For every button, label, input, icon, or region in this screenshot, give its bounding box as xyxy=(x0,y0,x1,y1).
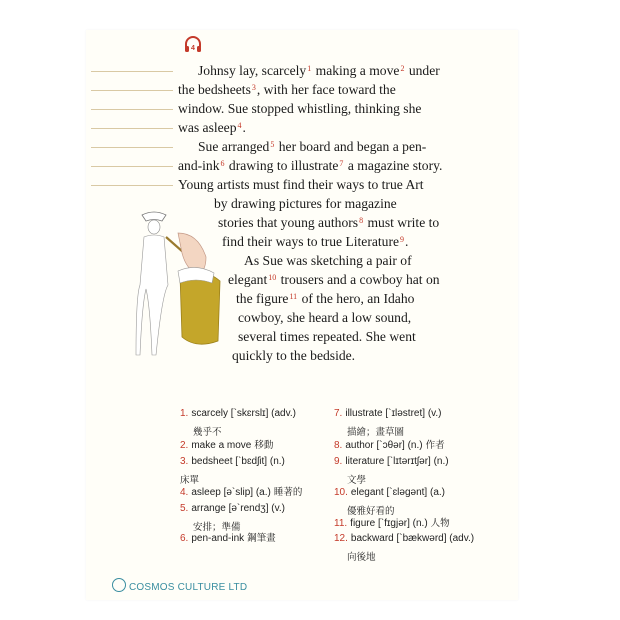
story-line xyxy=(198,138,426,156)
footnote-number: 3 xyxy=(251,83,256,92)
vocab-number: 1. xyxy=(180,408,189,419)
vocab-translation: 幾乎不 xyxy=(193,427,222,438)
publisher-footer xyxy=(112,578,247,593)
vocab-word: figure [`fɪgjər] (n.) xyxy=(350,518,428,529)
vocab-translation: 作者 xyxy=(425,440,445,451)
story-line xyxy=(214,195,397,213)
vocab-item xyxy=(334,455,449,469)
vocab-number: 9. xyxy=(334,456,343,467)
story-line xyxy=(178,157,442,175)
vocab-number: 8. xyxy=(334,440,343,451)
vocab-translation: 床單 xyxy=(180,475,200,486)
vocab-word: author [`ɔθər] (n.) xyxy=(345,440,423,451)
story-line xyxy=(178,81,396,99)
vocab-number: 3. xyxy=(180,456,189,467)
vocab-item xyxy=(180,407,296,421)
footnote-number: 8 xyxy=(359,216,364,225)
story-line xyxy=(228,271,440,289)
vocab-item xyxy=(180,532,276,546)
vocab-translation: 文學 xyxy=(347,475,367,486)
footnote-number: 7 xyxy=(339,159,344,168)
footnote-number: 5 xyxy=(270,140,275,149)
story-text-run: was asleep xyxy=(178,120,237,135)
vocab-word: arrange [ə`rendʒ] (v.) xyxy=(191,503,285,514)
footnote-number: 2 xyxy=(400,64,405,73)
vocab-number: 4. xyxy=(180,487,189,498)
story-text-run: trousers and a cowboy hat on xyxy=(277,272,440,287)
story-text-run: drawing to illustrate xyxy=(225,158,339,173)
vocab-number: 12. xyxy=(334,533,348,544)
vocab-number: 11. xyxy=(334,518,348,529)
footnote-number: 9 xyxy=(400,235,405,244)
footnote-number: 6 xyxy=(220,159,225,168)
story-text-run: a magazine story. xyxy=(344,158,443,173)
vocab-translation: 人物 xyxy=(430,518,450,529)
vocab-item xyxy=(334,439,445,453)
story-text-run: quickly to the bedside. xyxy=(232,348,356,363)
vocab-translation: 安排；準備 xyxy=(193,522,241,533)
vocab-translation: 描繪；畫草圖 xyxy=(347,427,405,438)
vocab-item xyxy=(334,407,442,421)
story-line xyxy=(218,214,439,232)
story-text-run: must write to xyxy=(364,215,440,230)
story-text-run: elegant xyxy=(228,272,268,287)
footnote-number: 4 xyxy=(237,121,242,130)
vocab-translation: 優雅好看的 xyxy=(347,506,395,517)
story-text-run: by drawing pictures for magazine xyxy=(214,196,397,211)
vocab-word: backward [`bækwərd] (adv.) xyxy=(350,533,475,544)
story-text-run: the bedsheets xyxy=(178,82,251,97)
story-line xyxy=(238,309,411,327)
story-text-run: window. Sue stopped whistling, thinking she xyxy=(178,101,422,116)
vocab-item xyxy=(334,486,445,500)
vocab-translation: 睡著的 xyxy=(273,487,303,498)
story-line xyxy=(178,119,246,137)
story-text-run: Young artists must find their ways to true Art xyxy=(178,177,424,192)
story-line xyxy=(198,62,440,80)
vocab-word: make a move xyxy=(191,440,252,451)
track-number: 4 xyxy=(191,45,195,52)
story-text-run: , with her face toward the xyxy=(256,82,396,97)
story-text-run: of the hero, an Idaho xyxy=(298,291,415,306)
vocab-translation: 移動 xyxy=(254,440,274,451)
story-text-run: several times repeated. She went xyxy=(238,329,416,344)
vocab-number: 5. xyxy=(180,503,189,514)
publisher-name: COSMOS CULTURE LTD xyxy=(129,582,248,593)
publisher-logo-icon xyxy=(112,578,126,592)
story-text-run: stories that young authors xyxy=(218,215,359,230)
story-line xyxy=(236,290,414,308)
story-text-run: the figure xyxy=(236,291,289,306)
story-text-run: Sue arranged xyxy=(198,139,270,154)
vocab-word: literature [`lɪtərɪtʃər] (n.) xyxy=(345,456,449,467)
story-text-run: under xyxy=(405,63,440,78)
vocab-word: pen-and-ink xyxy=(191,533,245,544)
story-text-run: Johnsy lay, scarcely xyxy=(198,63,307,78)
vocab-number: 6. xyxy=(180,533,189,544)
vocab-item xyxy=(180,455,285,469)
story-text-run: making a move xyxy=(312,63,400,78)
story-text-run: and-ink xyxy=(178,158,220,173)
story-text-run: find their ways to true Literature xyxy=(222,234,400,249)
vocab-translation: 向後地 xyxy=(347,552,376,563)
story-text-run: . xyxy=(242,120,246,135)
vocab-number: 2. xyxy=(180,440,189,451)
sketch-illustration xyxy=(122,205,222,365)
story-line xyxy=(244,252,412,270)
story-text-run: As Sue was sketching a pair of xyxy=(244,253,412,268)
story-line xyxy=(232,347,355,365)
vocab-number: 7. xyxy=(334,408,343,419)
vocab-word: illustrate [`ɪləstret] (v.) xyxy=(345,408,442,419)
vocab-number: 10. xyxy=(334,487,348,498)
footnote-number: 11 xyxy=(289,292,298,301)
vocab-item xyxy=(334,532,474,546)
vocab-translation: 鋼筆畫 xyxy=(247,533,276,544)
vocab-item xyxy=(180,486,302,500)
story-line xyxy=(238,328,416,346)
vocab-word: bedsheet [`bɛdʃit] (n.) xyxy=(191,456,285,467)
vocab-item xyxy=(180,439,273,453)
story-text-run: . xyxy=(405,234,409,249)
vocab-word: asleep [ə`slip] (a.) xyxy=(191,487,271,498)
vocab-item xyxy=(334,517,450,531)
vocab-word: scarcely [`skɛrslɪ] (adv.) xyxy=(191,408,296,419)
story-line xyxy=(222,233,408,251)
story-text-run: her board and began a pen- xyxy=(275,139,427,154)
footnote-number: 1 xyxy=(307,64,312,73)
story-line xyxy=(178,100,421,118)
vocab-item xyxy=(180,502,285,516)
footnote-number: 10 xyxy=(268,273,277,282)
vocab-word: elegant [`ɛləgənt] (a.) xyxy=(350,487,445,498)
story-line xyxy=(178,176,424,194)
story-text-run: cowboy, she heard a low sound, xyxy=(238,310,412,325)
